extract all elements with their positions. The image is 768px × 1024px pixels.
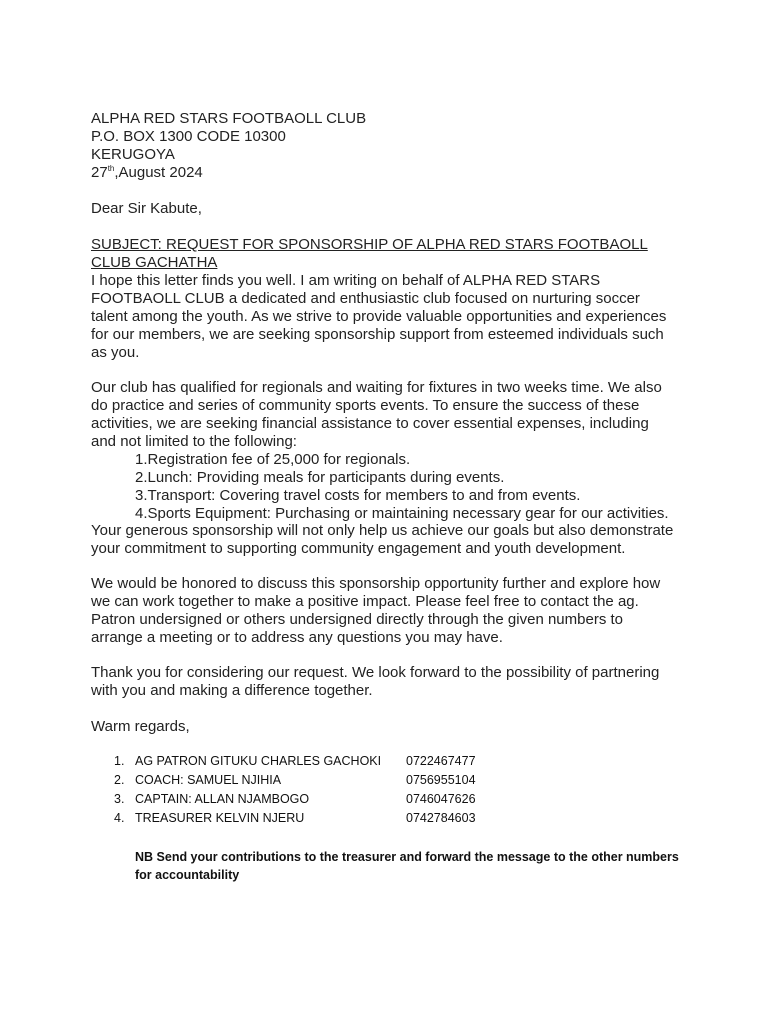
contact-number: 2. xyxy=(114,773,125,787)
text-line: for our members, we are seeking sponsorship support from esteemed individuals such xyxy=(91,326,664,343)
address: P.O. BOX 1300 CODE 10300 xyxy=(91,128,286,145)
contact-phone: 0742784603 xyxy=(406,811,476,825)
contact-phone: 0756955104 xyxy=(406,773,476,787)
text-line: Thank you for considering our request. We look forward to the possibility of partnering xyxy=(91,664,660,681)
text-line: and not limited to the following: xyxy=(91,433,297,450)
text-line: do practice and series of community sports events. To ensure the success of these xyxy=(91,397,640,414)
contact-name: CAPTAIN: ALLAN NJAMBOGO xyxy=(135,792,310,806)
expense-item: 4.Sports Equipment: Purchasing or maintaining necessary gear for our activities. xyxy=(135,505,669,522)
text-line: as you. xyxy=(91,344,140,361)
subject-line-2: CLUB GACHATHA xyxy=(91,254,218,271)
salutation: Dear Sir Kabute, xyxy=(91,200,202,217)
contact-phone: 0722467477 xyxy=(406,754,476,768)
text-line: Patron undersigned or others undersigned directly through the given numbers to xyxy=(91,611,623,628)
subject-line-1: SUBJECT: REQUEST FOR SPONSORSHIP OF ALPHA RED STARS FOOTBAOLL xyxy=(91,236,648,253)
text-line: Your generous sponsorship will not only help us achieve our goals but also demonstrate xyxy=(91,522,674,539)
expense-item: 3.Transport: Covering travel costs for members to and from events. xyxy=(135,487,581,504)
date-suffix: th xyxy=(107,164,115,173)
town: KERUGOYA xyxy=(91,146,175,163)
date-rest: ,August 2024 xyxy=(114,164,203,181)
text-line: I hope this letter finds you well. I am writing on behalf of ALPHA RED STARS xyxy=(91,272,601,289)
closing: Warm regards, xyxy=(91,718,190,735)
contact-name: TREASURER KELVIN NJERU xyxy=(135,811,305,825)
nb-line: for accountability xyxy=(135,868,240,882)
text-line: Our club has qualified for regionals and waiting for fixtures in two weeks time. We also xyxy=(91,379,662,396)
contact-name: AG PATRON GITUKU CHARLES GACHOKI xyxy=(135,754,382,768)
text-line: We would be honored to discuss this sponsorship opportunity further and explore how xyxy=(91,575,661,592)
text-line: arrange a meeting or to address any questions you may have. xyxy=(91,629,503,646)
contact-number: 1. xyxy=(114,754,125,768)
text-line: talent among the youth. As we strive to provide valuable opportunities and experiences xyxy=(91,308,667,325)
text-line: your commitment to supporting community engagement and youth development. xyxy=(91,540,626,557)
club-name: ALPHA RED STARS FOOTBAOLL CLUB xyxy=(91,110,367,127)
text-line: we can work together to make a positive impact. Please feel free to contact the ag. xyxy=(91,593,639,610)
contact-number: 3. xyxy=(114,792,125,806)
contact-number: 4. xyxy=(114,811,125,825)
text-line: FOOTBAOLL CLUB a dedicated and enthusiastic club focused on nurturing soccer xyxy=(91,290,640,307)
text-line: with you and making a difference together. xyxy=(91,682,373,699)
expense-item: 2.Lunch: Providing meals for participants during events. xyxy=(135,469,505,486)
nb-line: NB Send your contributions to the treasurer and forward the message to the other numbers xyxy=(135,850,679,864)
date xyxy=(91,164,203,182)
text-line: activities, we are seeking financial assistance to cover essential expenses, including xyxy=(91,415,649,432)
contact-phone: 0746047626 xyxy=(406,792,476,806)
contact-name: COACH: SAMUEL NJIHIA xyxy=(135,773,282,787)
expense-item: 1.Registration fee of 25,000 for regionals. xyxy=(135,451,411,468)
date-day: 27 xyxy=(91,164,108,181)
